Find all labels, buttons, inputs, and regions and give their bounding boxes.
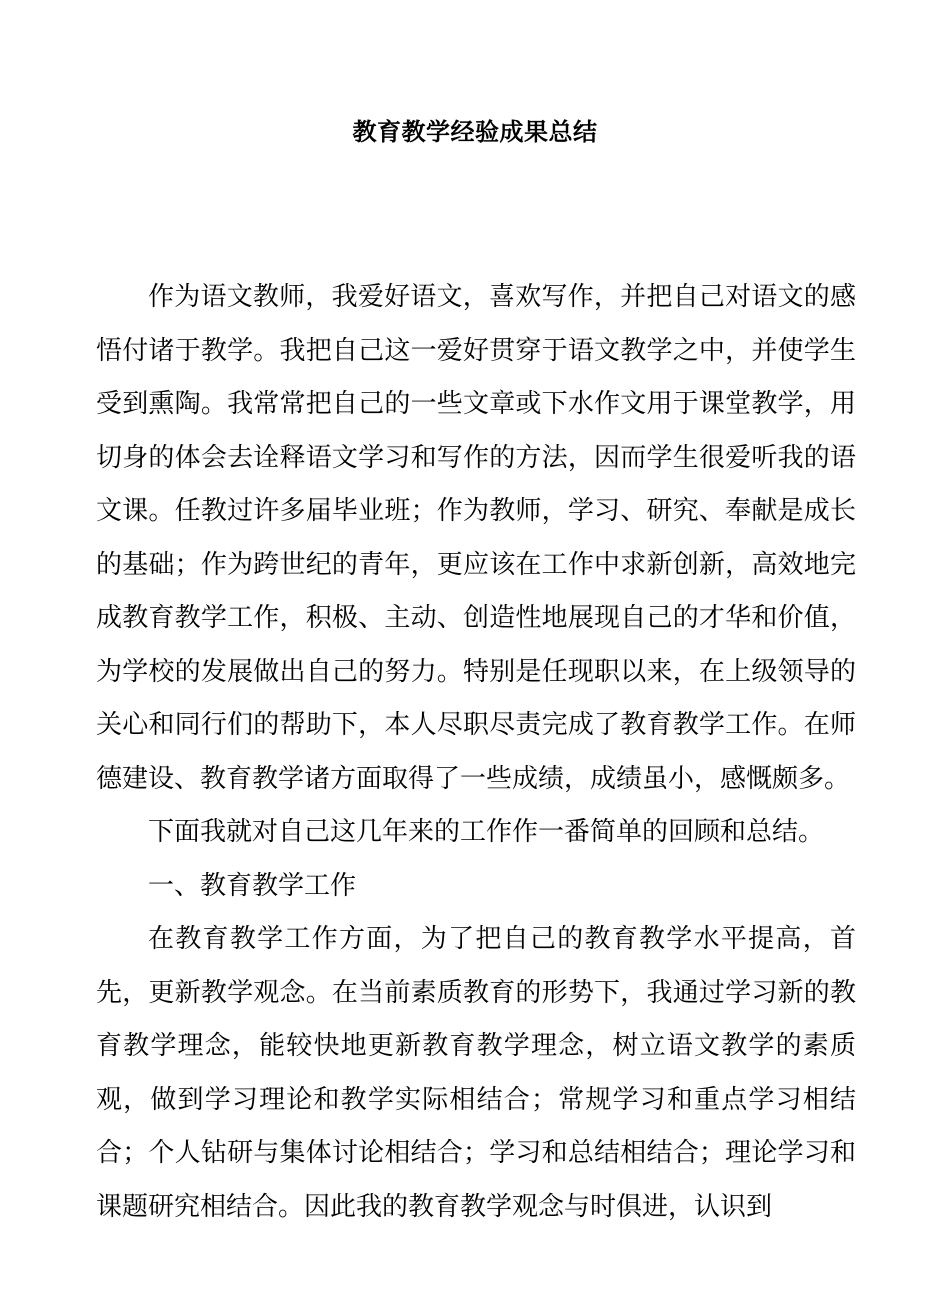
document-body xyxy=(96,271,856,1234)
section-heading-teaching-work: 一、教育教学工作 xyxy=(148,870,357,901)
paragraph-summary-lead: 下面我就对自己这几年来的工作作一番简单的回顾和总结。 xyxy=(148,817,825,847)
paragraph-teaching-work: 在教育教学工作方面，为了把自己的教育教学水平提高，首先，更新教学观念。在当前素质教育的形势下，我通过学习新的教育教学理念，能较快地更新教育教学理念，树立语文教学的素质观，做到学习理论和教学实际相结合；常规学习和重点学习相结合；个人钻研与集体讨论相结合；学习和总结相结合；理论学习和课题研究相结合。因此我的教育教学观念与时俱进，认识到 xyxy=(96,924,856,1222)
document-title: 教育教学经验成果总结 xyxy=(352,117,598,146)
paragraph-intro: 作为语文教师，我爱好语文，喜欢写作，并把自己对语文的感悟付诸于教学。我把自己这一爱好贯穿于语文教学之中，并使学生受到熏陶。我常常把自己的一些文章或下水作文用于课堂教学，用切身的体会去诠释语文学习和写作的方法，因而学生很爱听我的语文课。任教过许多届毕业班；作为教师，学习、研究、奉献是成长的基础；作为跨世纪的青年，更应该在工作中求新创新，高效地完成教育教学工作，积极、主动、创造性地展现自己的才华和价值，为学校的发展做出自己的努力。特别是任现职以来，在上级领导的关心和同行们的帮助下，本人尽职尽责完成了教育教学工作。在师德建设、教育教学诸方面取得了一些成绩，成绩虽小，感慨颇多。 xyxy=(96,282,856,794)
